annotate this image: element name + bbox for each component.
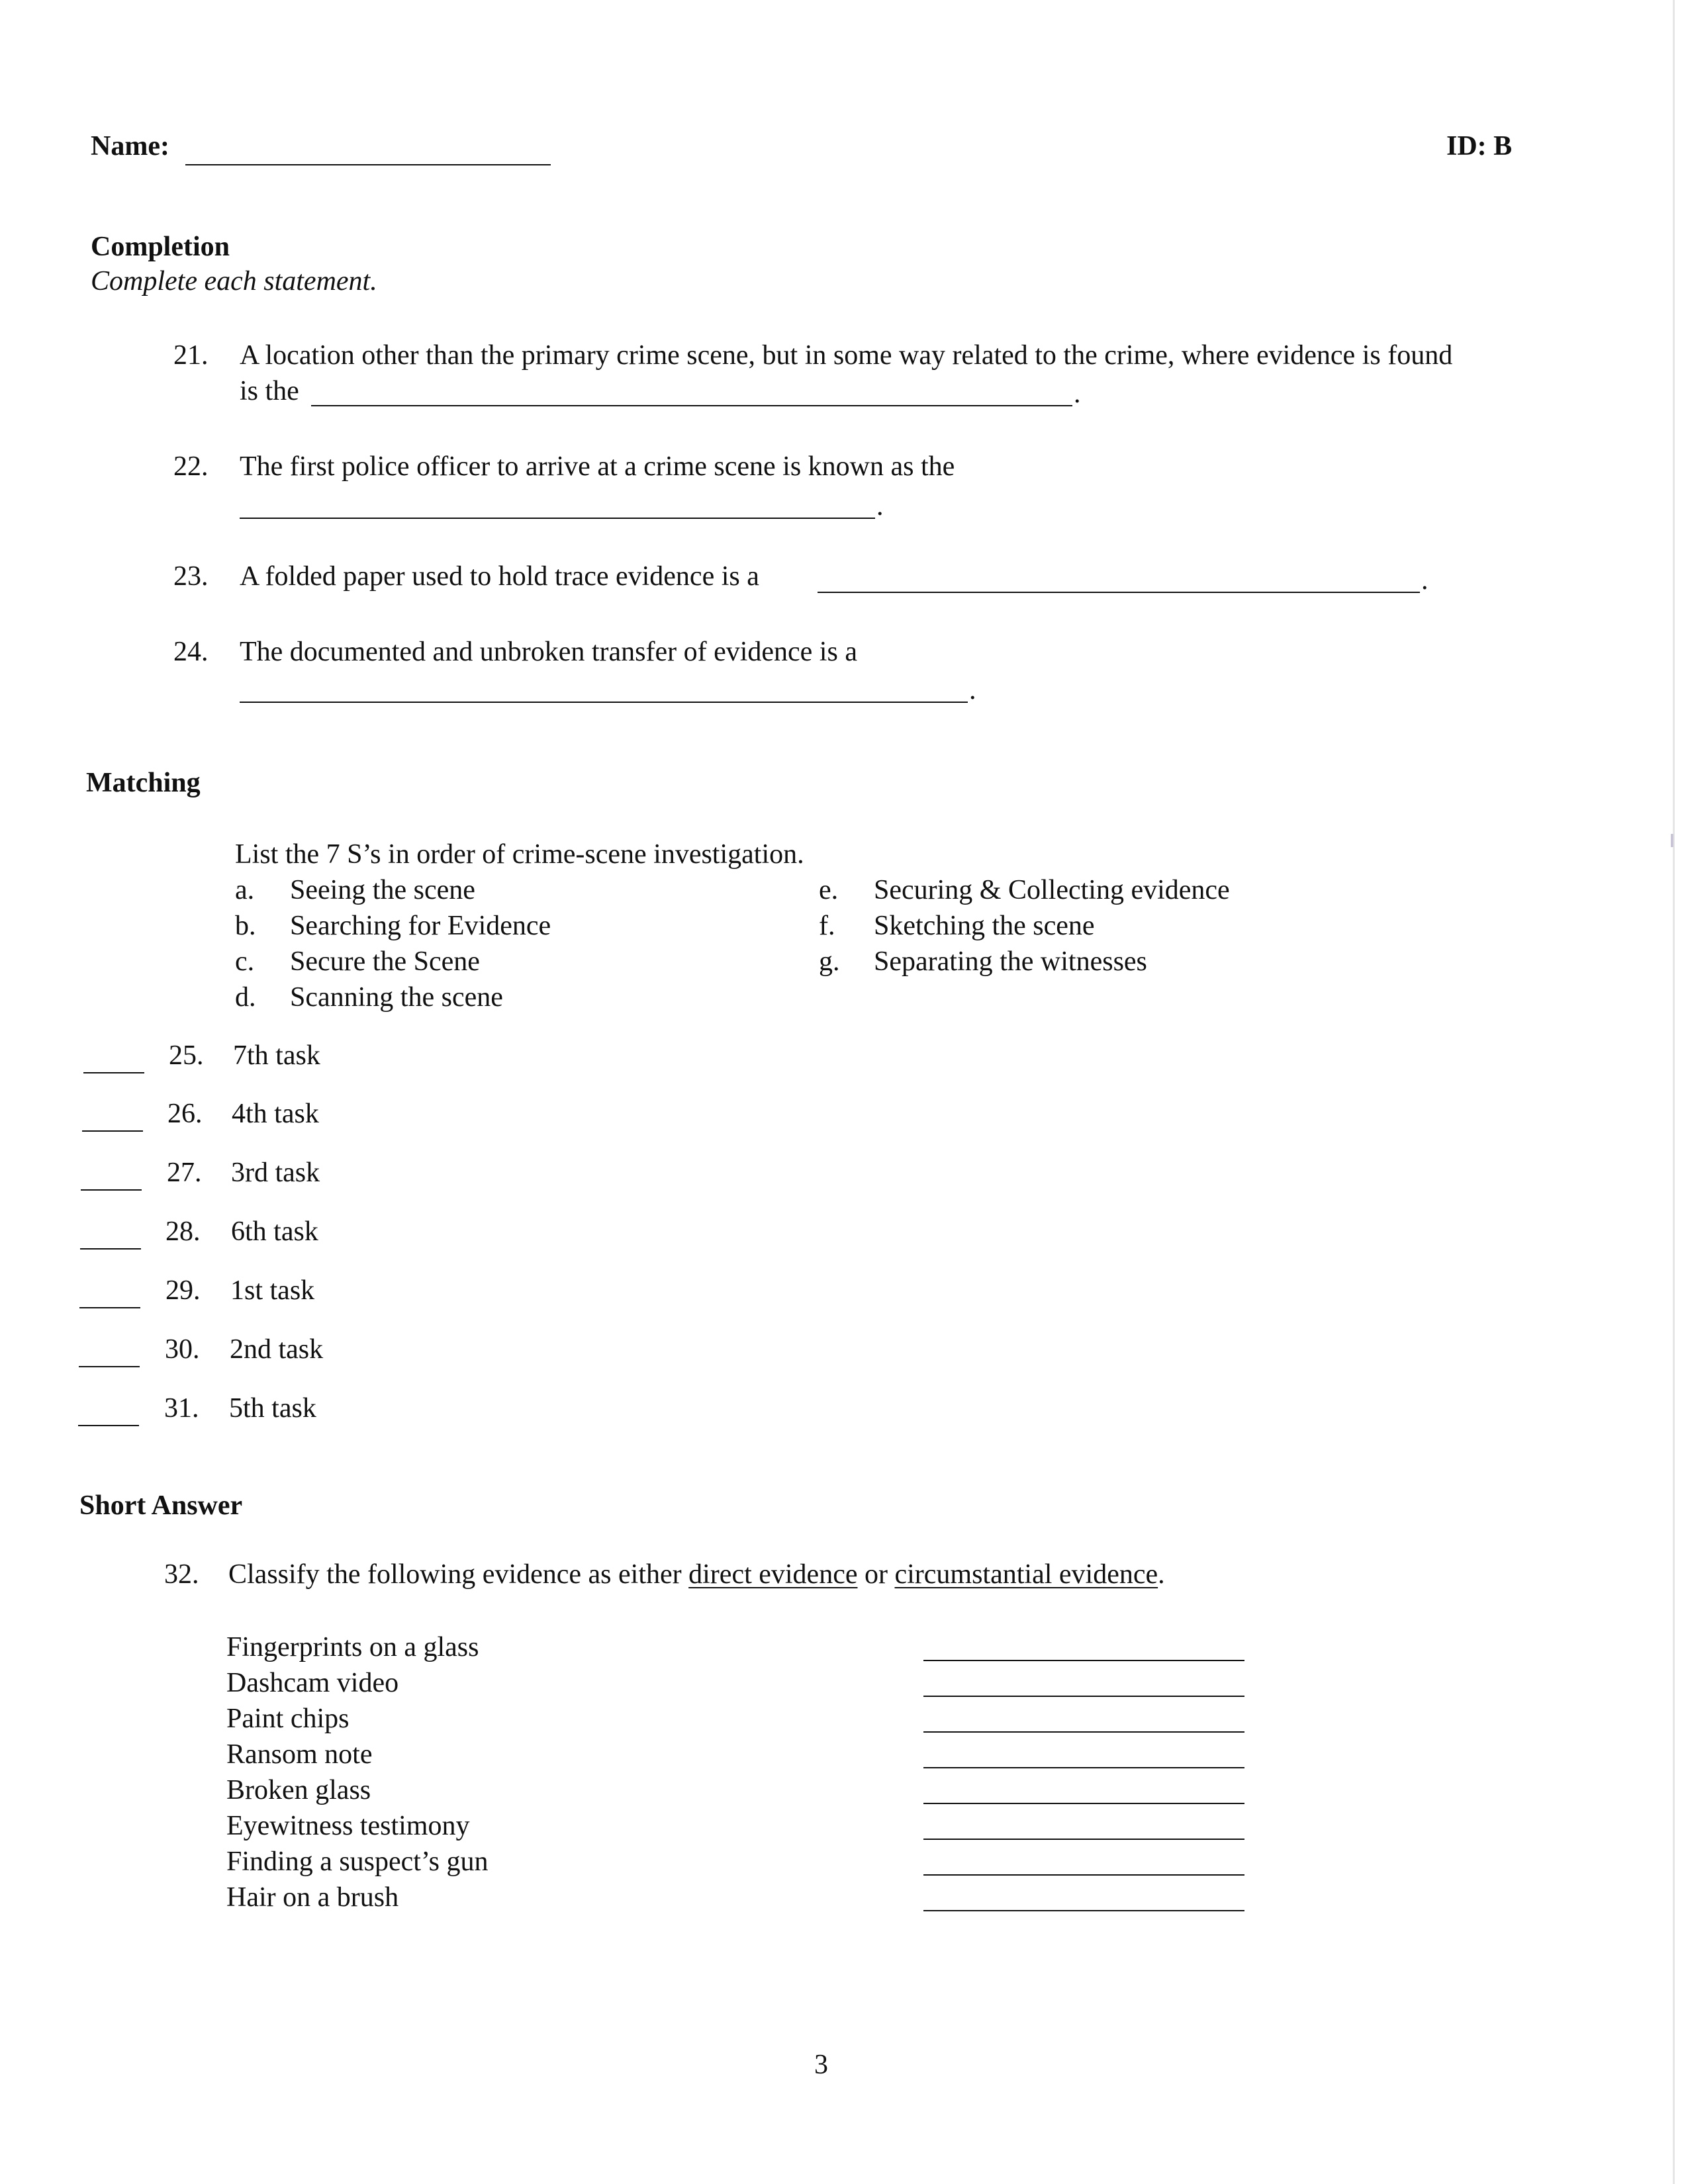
- term-circumstantial-evidence: circumstantial evidence: [894, 1559, 1158, 1590]
- evidence-answer-blank[interactable]: [923, 1767, 1244, 1768]
- q26-number: 26.: [167, 1099, 203, 1129]
- q24-period: .: [969, 675, 976, 705]
- matching-heading: Matching: [86, 768, 201, 798]
- matching-prompt: List the 7 S’s in order of crime-scene investigation.: [235, 839, 804, 870]
- q27-number: 27.: [167, 1158, 202, 1188]
- option-letter: b.: [235, 911, 256, 941]
- q23-answer-blank[interactable]: [818, 592, 1420, 593]
- evidence-item: Eyewitness testimony: [226, 1811, 470, 1841]
- evidence-item: Hair on a brush: [226, 1882, 399, 1913]
- option-letter: a.: [235, 875, 255, 905]
- evidence-item: Finding a suspect’s gun: [226, 1846, 489, 1877]
- option-text: Securing & Collecting evidence: [874, 875, 1230, 905]
- q25-text: 7th task: [233, 1040, 320, 1071]
- evidence-item: Dashcam video: [226, 1668, 399, 1698]
- evidence-answer-blank[interactable]: [923, 1660, 1244, 1661]
- q21-text-continued: is the: [240, 376, 299, 406]
- q25-number: 25.: [169, 1040, 204, 1071]
- option-letter: c.: [235, 946, 255, 977]
- q22-answer-blank[interactable]: [240, 518, 875, 519]
- q23-number: 23.: [173, 561, 209, 592]
- q31-number: 31.: [164, 1393, 199, 1424]
- q21-number: 21.: [173, 340, 209, 371]
- q32-number: 32.: [164, 1559, 199, 1590]
- evidence-item: Broken glass: [226, 1775, 371, 1805]
- q24-text: The documented and unbroken transfer of evidence is a: [240, 637, 857, 667]
- q32-prefix: Classify the following evidence as either: [228, 1559, 682, 1590]
- option-text: Scanning the scene: [290, 982, 503, 1013]
- evidence-answer-blank[interactable]: [923, 1731, 1244, 1733]
- option-letter: f.: [819, 911, 835, 941]
- q24-number: 24.: [173, 637, 209, 667]
- q21-period: .: [1074, 379, 1081, 409]
- option-text: Searching for Evidence: [290, 911, 551, 941]
- option-text: Sketching the scene: [874, 911, 1095, 941]
- scan-mark: [1671, 834, 1673, 847]
- q29-text: 1st task: [230, 1275, 315, 1306]
- q21-text: A location other than the primary crime scene, but in some way related to the crime, where evidence is found: [240, 340, 1453, 371]
- name-field[interactable]: [185, 164, 551, 165]
- term-direct-evidence: direct evidence: [688, 1559, 858, 1590]
- evidence-item: Ransom note: [226, 1739, 373, 1770]
- q28-number: 28.: [165, 1216, 201, 1247]
- option-text: Separating the witnesses: [874, 946, 1147, 977]
- q25-answer-blank[interactable]: [83, 1072, 144, 1073]
- q32-connector: or: [864, 1559, 888, 1590]
- evidence-answer-blank[interactable]: [923, 1696, 1244, 1697]
- evidence-item: Fingerprints on a glass: [226, 1632, 479, 1662]
- q22-period: .: [876, 491, 884, 522]
- q32-text: [228, 1558, 1165, 1591]
- name-label: Name:: [91, 131, 169, 161]
- q28-text: 6th task: [231, 1216, 318, 1247]
- completion-heading: Completion: [91, 232, 230, 262]
- q29-answer-blank[interactable]: [79, 1307, 140, 1308]
- q30-answer-blank[interactable]: [79, 1366, 140, 1367]
- completion-instruction: Complete each statement.: [91, 266, 377, 296]
- q24-answer-blank[interactable]: [240, 702, 968, 703]
- q21-answer-blank[interactable]: [311, 405, 1072, 406]
- option-letter: d.: [235, 982, 256, 1013]
- option-text: Secure the Scene: [290, 946, 480, 977]
- q22-text: The first police officer to arrive at a crime scene is known as the: [240, 451, 955, 482]
- short-answer-heading: Short Answer: [79, 1490, 243, 1521]
- scan-edge: [1673, 0, 1675, 2184]
- q27-text: 3rd task: [231, 1158, 320, 1188]
- evidence-answer-blank[interactable]: [923, 1910, 1244, 1911]
- q29-number: 29.: [165, 1275, 201, 1306]
- q31-answer-blank[interactable]: [78, 1425, 139, 1426]
- q26-text: 4th task: [232, 1099, 319, 1129]
- q30-text: 2nd task: [230, 1334, 324, 1365]
- id-label: ID: B: [1446, 131, 1513, 161]
- q22-number: 22.: [173, 451, 209, 482]
- q32-suffix: .: [1158, 1559, 1165, 1590]
- option-letter: e.: [819, 875, 839, 905]
- q27-answer-blank[interactable]: [81, 1189, 142, 1191]
- q26-answer-blank[interactable]: [82, 1130, 143, 1132]
- q23-text: A folded paper used to hold trace evidence is a: [240, 561, 759, 592]
- evidence-answer-blank[interactable]: [923, 1803, 1244, 1804]
- option-text: Seeing the scene: [290, 875, 475, 905]
- evidence-answer-blank[interactable]: [923, 1874, 1244, 1876]
- evidence-answer-blank[interactable]: [923, 1839, 1244, 1840]
- q31-text: 5th task: [229, 1393, 316, 1424]
- page-number: 3: [814, 2050, 828, 2080]
- q30-number: 30.: [165, 1334, 200, 1365]
- evidence-item: Paint chips: [226, 1704, 350, 1734]
- q23-period: .: [1421, 565, 1429, 596]
- option-letter: g.: [819, 946, 840, 977]
- q28-answer-blank[interactable]: [80, 1248, 141, 1250]
